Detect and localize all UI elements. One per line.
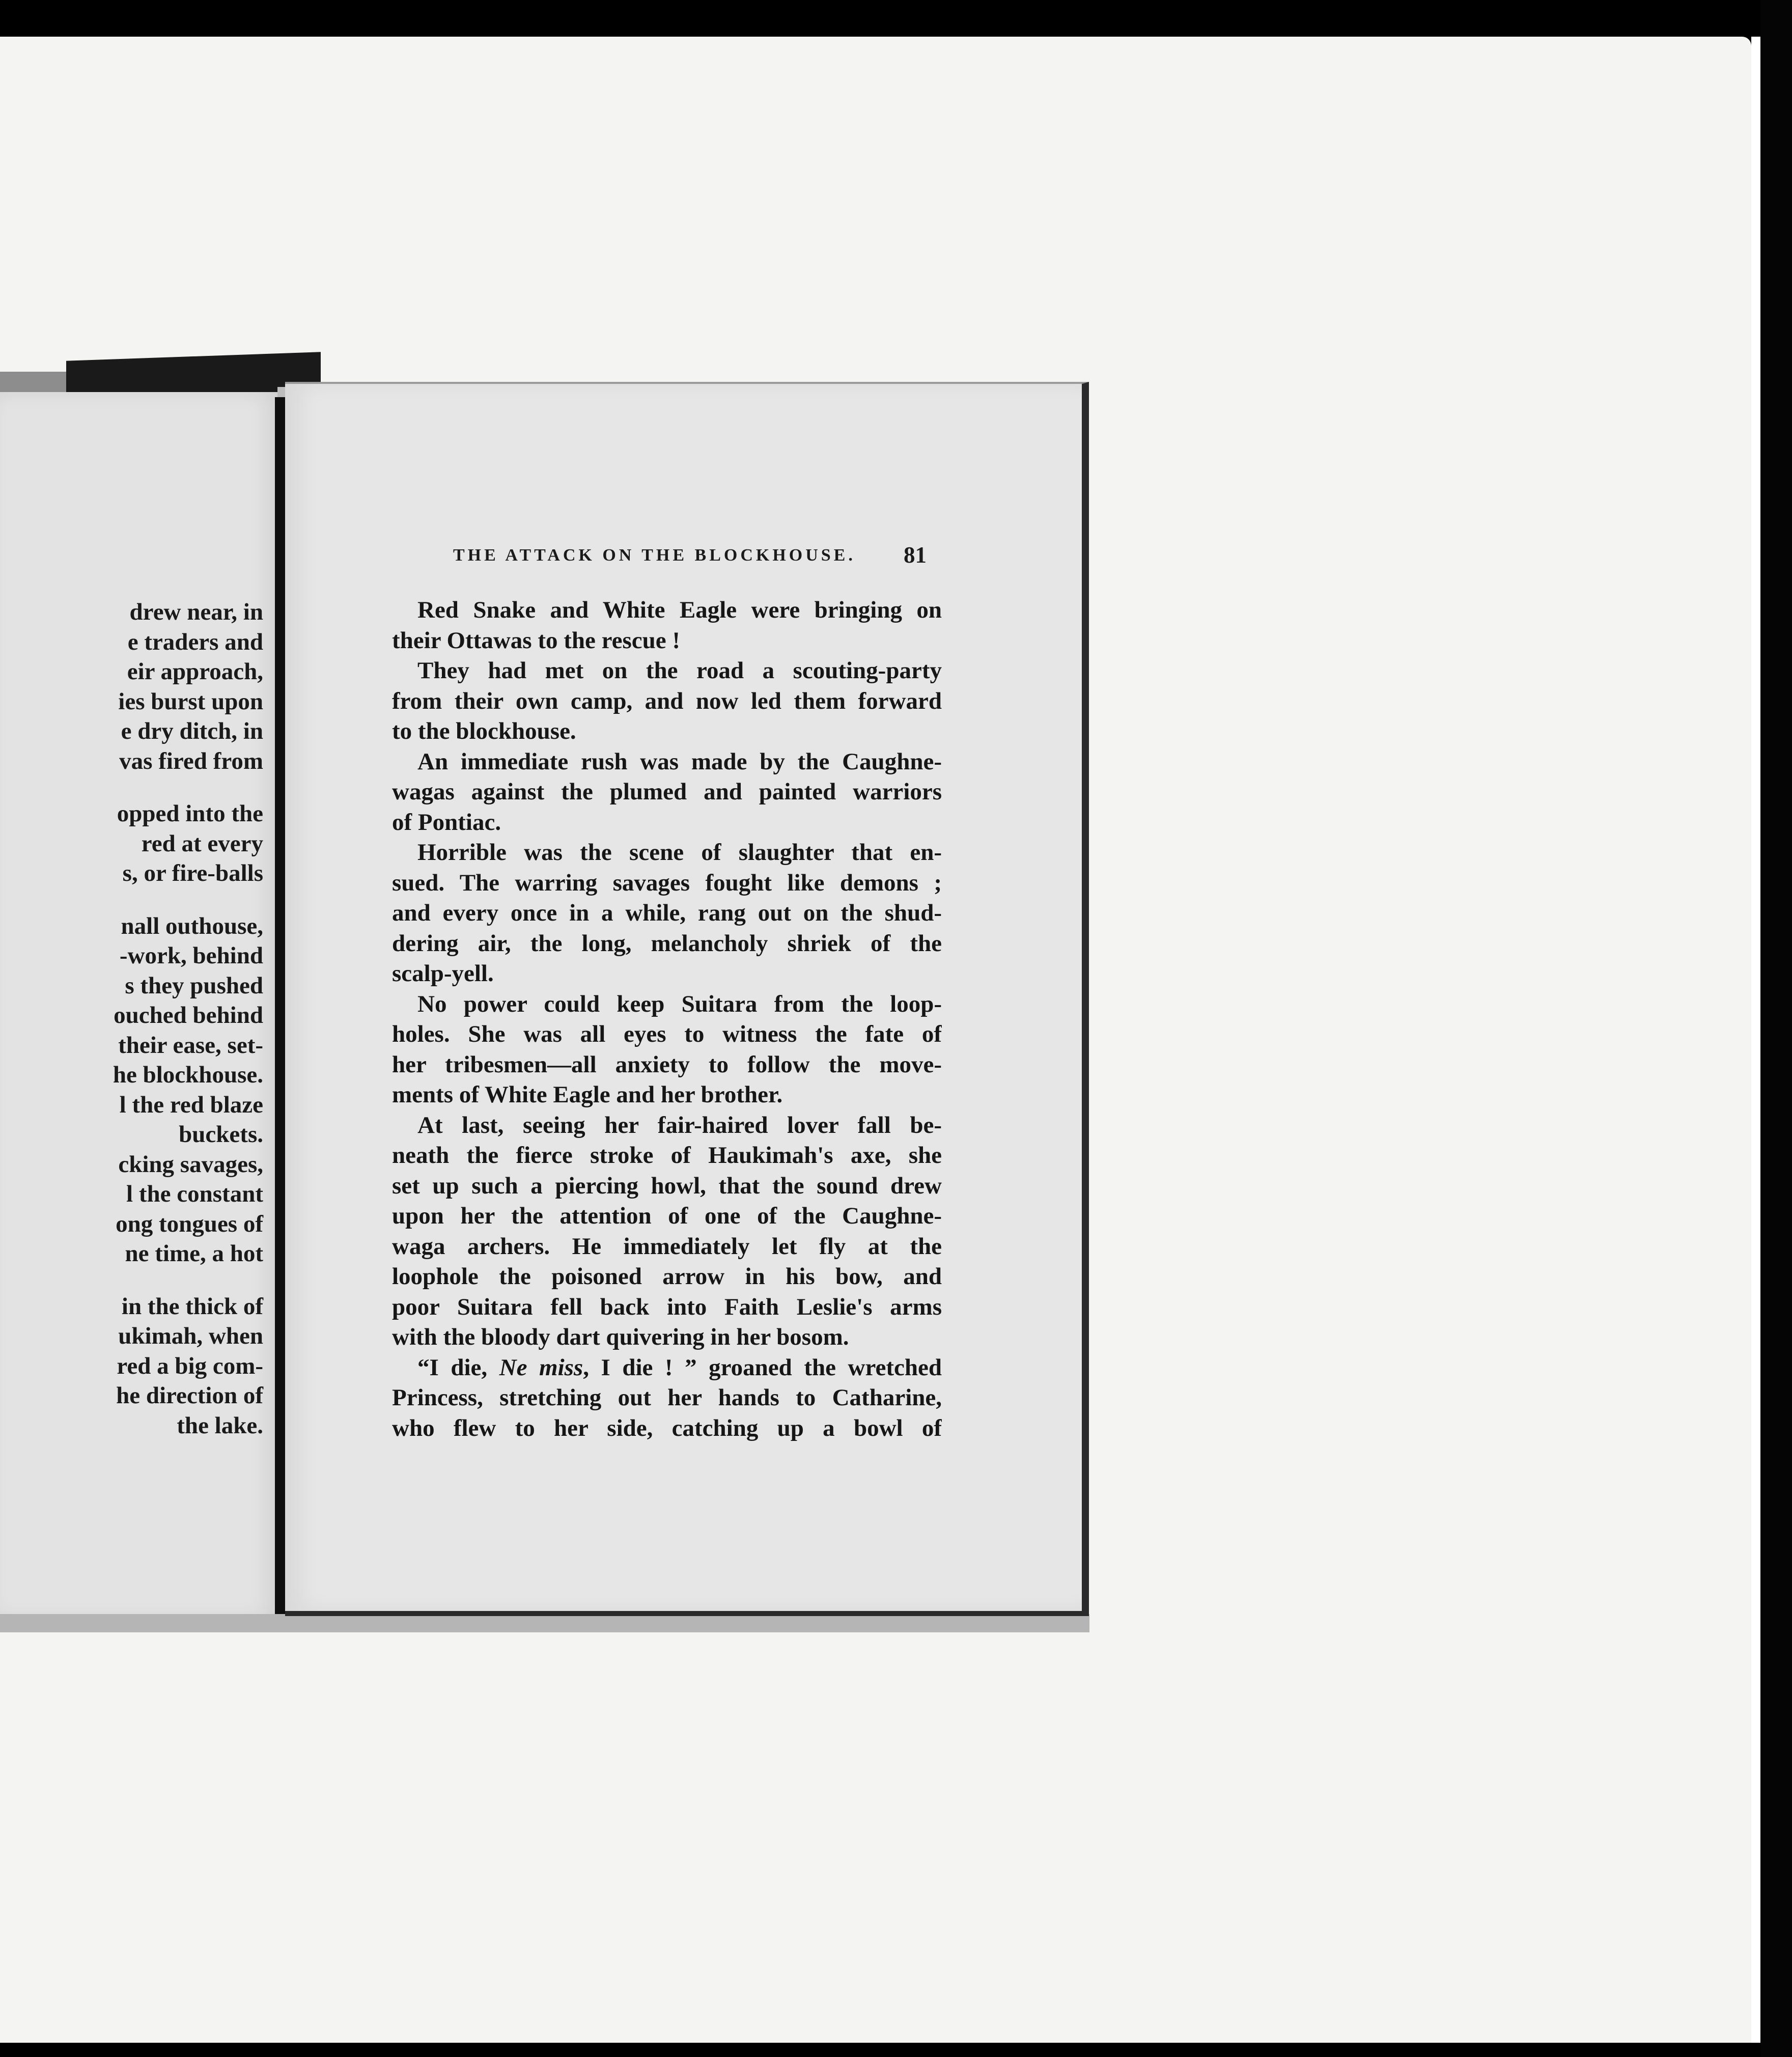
- left-text-line: opped into the: [117, 800, 263, 827]
- text-line: from their own camp, and now led them forward: [392, 687, 942, 714]
- left-text-line: nall outhouse,: [121, 912, 263, 939]
- text-line: sued. The warring savages fought like demons ;: [392, 869, 942, 896]
- left-text-line: he blockhouse.: [113, 1062, 263, 1088]
- left-text-line: drew near, in: [129, 599, 263, 625]
- left-text-line: ies burst upon: [118, 688, 263, 715]
- left-text-line: cking savages,: [118, 1151, 263, 1178]
- left-text-line: ouched behind: [114, 1002, 263, 1028]
- left-text-line: vas fired from: [119, 747, 263, 774]
- text-line: who flew to her side, catching up a bowl of: [392, 1414, 942, 1441]
- text-line: to the blockhouse.: [392, 718, 576, 744]
- text-line: At last, seeing her fair-haired lover fall be-: [417, 1111, 942, 1138]
- left-text-line: ukimah, when: [118, 1323, 263, 1349]
- text-line: scalp-yell.: [392, 960, 494, 987]
- left-text-line: ong tongues of: [116, 1210, 263, 1237]
- text-line: holes. She was all eyes to witness the fate of: [392, 1021, 942, 1047]
- page-number: 81: [904, 542, 927, 568]
- left-text-line: red a big com-: [117, 1352, 263, 1379]
- left-text-line: e dry ditch, in: [121, 718, 263, 744]
- left-text-line: red at every: [141, 830, 263, 857]
- text-fragment: , I die ! ” groaned the wretched: [583, 1354, 942, 1381]
- left-text-line: buckets.: [179, 1121, 263, 1148]
- left-text-line: s they pushed: [125, 972, 263, 999]
- text-line: of Pontiac.: [392, 809, 501, 836]
- left-text-line: their ease, set-: [118, 1032, 263, 1059]
- text-line: dering air, the long, melancholy shriek of the: [392, 930, 942, 957]
- text-line: with the bloody dart quivering in her bosom.: [392, 1324, 849, 1350]
- left-text-line: l the red blaze: [119, 1091, 263, 1118]
- text-line: [392, 1353, 942, 1383]
- text-fragment: “I die,: [417, 1354, 499, 1381]
- running-title: THE ATTACK ON THE BLOCKHOUSE.: [453, 546, 856, 565]
- text-line: Princess, stretching out her hands to Catharine,: [392, 1384, 942, 1411]
- italic-phrase: Ne miss: [499, 1354, 583, 1381]
- left-page-text: [0, 392, 277, 1619]
- book-cover-bottom-edge: [0, 1614, 1089, 1632]
- text-line: poor Suitara fell back into Faith Leslie's arms: [392, 1293, 942, 1320]
- film-edge: [1760, 0, 1792, 2057]
- text-line: ments of White Eagle and her brother.: [392, 1081, 783, 1108]
- text-line: waga archers. He immediately let fly at the: [392, 1233, 942, 1260]
- text-line: and every once in a while, rang out on the shud-: [392, 900, 942, 926]
- cover-edge-light: [0, 372, 71, 392]
- left-text-line: in the thick of: [121, 1293, 263, 1320]
- left-page: [0, 392, 285, 1619]
- text-line: their Ottawas to the rescue !: [392, 627, 681, 654]
- body-text: [392, 595, 942, 1443]
- left-text-line: s, or fire-balls: [122, 860, 263, 886]
- left-text-line: l the constant: [126, 1181, 263, 1207]
- text-line: set up such a piercing howl, that the sound drew: [392, 1172, 942, 1199]
- left-text-line: -work, behind: [119, 942, 263, 969]
- text-line: upon her the attention of one of the Caughne-: [392, 1203, 942, 1229]
- text-line: her tribesmen—all anxiety to follow the move-: [392, 1051, 942, 1078]
- text-line: Horrible was the scene of slaughter that en-: [417, 839, 942, 866]
- left-text-line: e traders and: [127, 628, 263, 655]
- left-text-line: eir approach,: [127, 658, 263, 685]
- text-line: No power could keep Suitara from the loop-: [417, 990, 942, 1017]
- left-text-line: he direction of: [116, 1382, 263, 1409]
- frame-border-strip: [1751, 37, 1760, 2043]
- text-line: neath the fierce stroke of Haukimah's axe, she: [392, 1142, 942, 1169]
- right-page: [285, 382, 1089, 1616]
- left-text-line: the lake.: [177, 1412, 263, 1439]
- text-line: loophole the poisoned arrow in his bow, and: [392, 1263, 942, 1290]
- text-line: An immediate rush was made by the Caughne-: [417, 748, 942, 775]
- left-text-line: ne time, a hot: [125, 1240, 263, 1267]
- text-line: Red Snake and White Eagle were bringing on: [417, 597, 942, 623]
- text-line: wagas against the plumed and painted warriors: [392, 779, 942, 805]
- text-line: They had met on the road a scouting-party: [417, 657, 942, 684]
